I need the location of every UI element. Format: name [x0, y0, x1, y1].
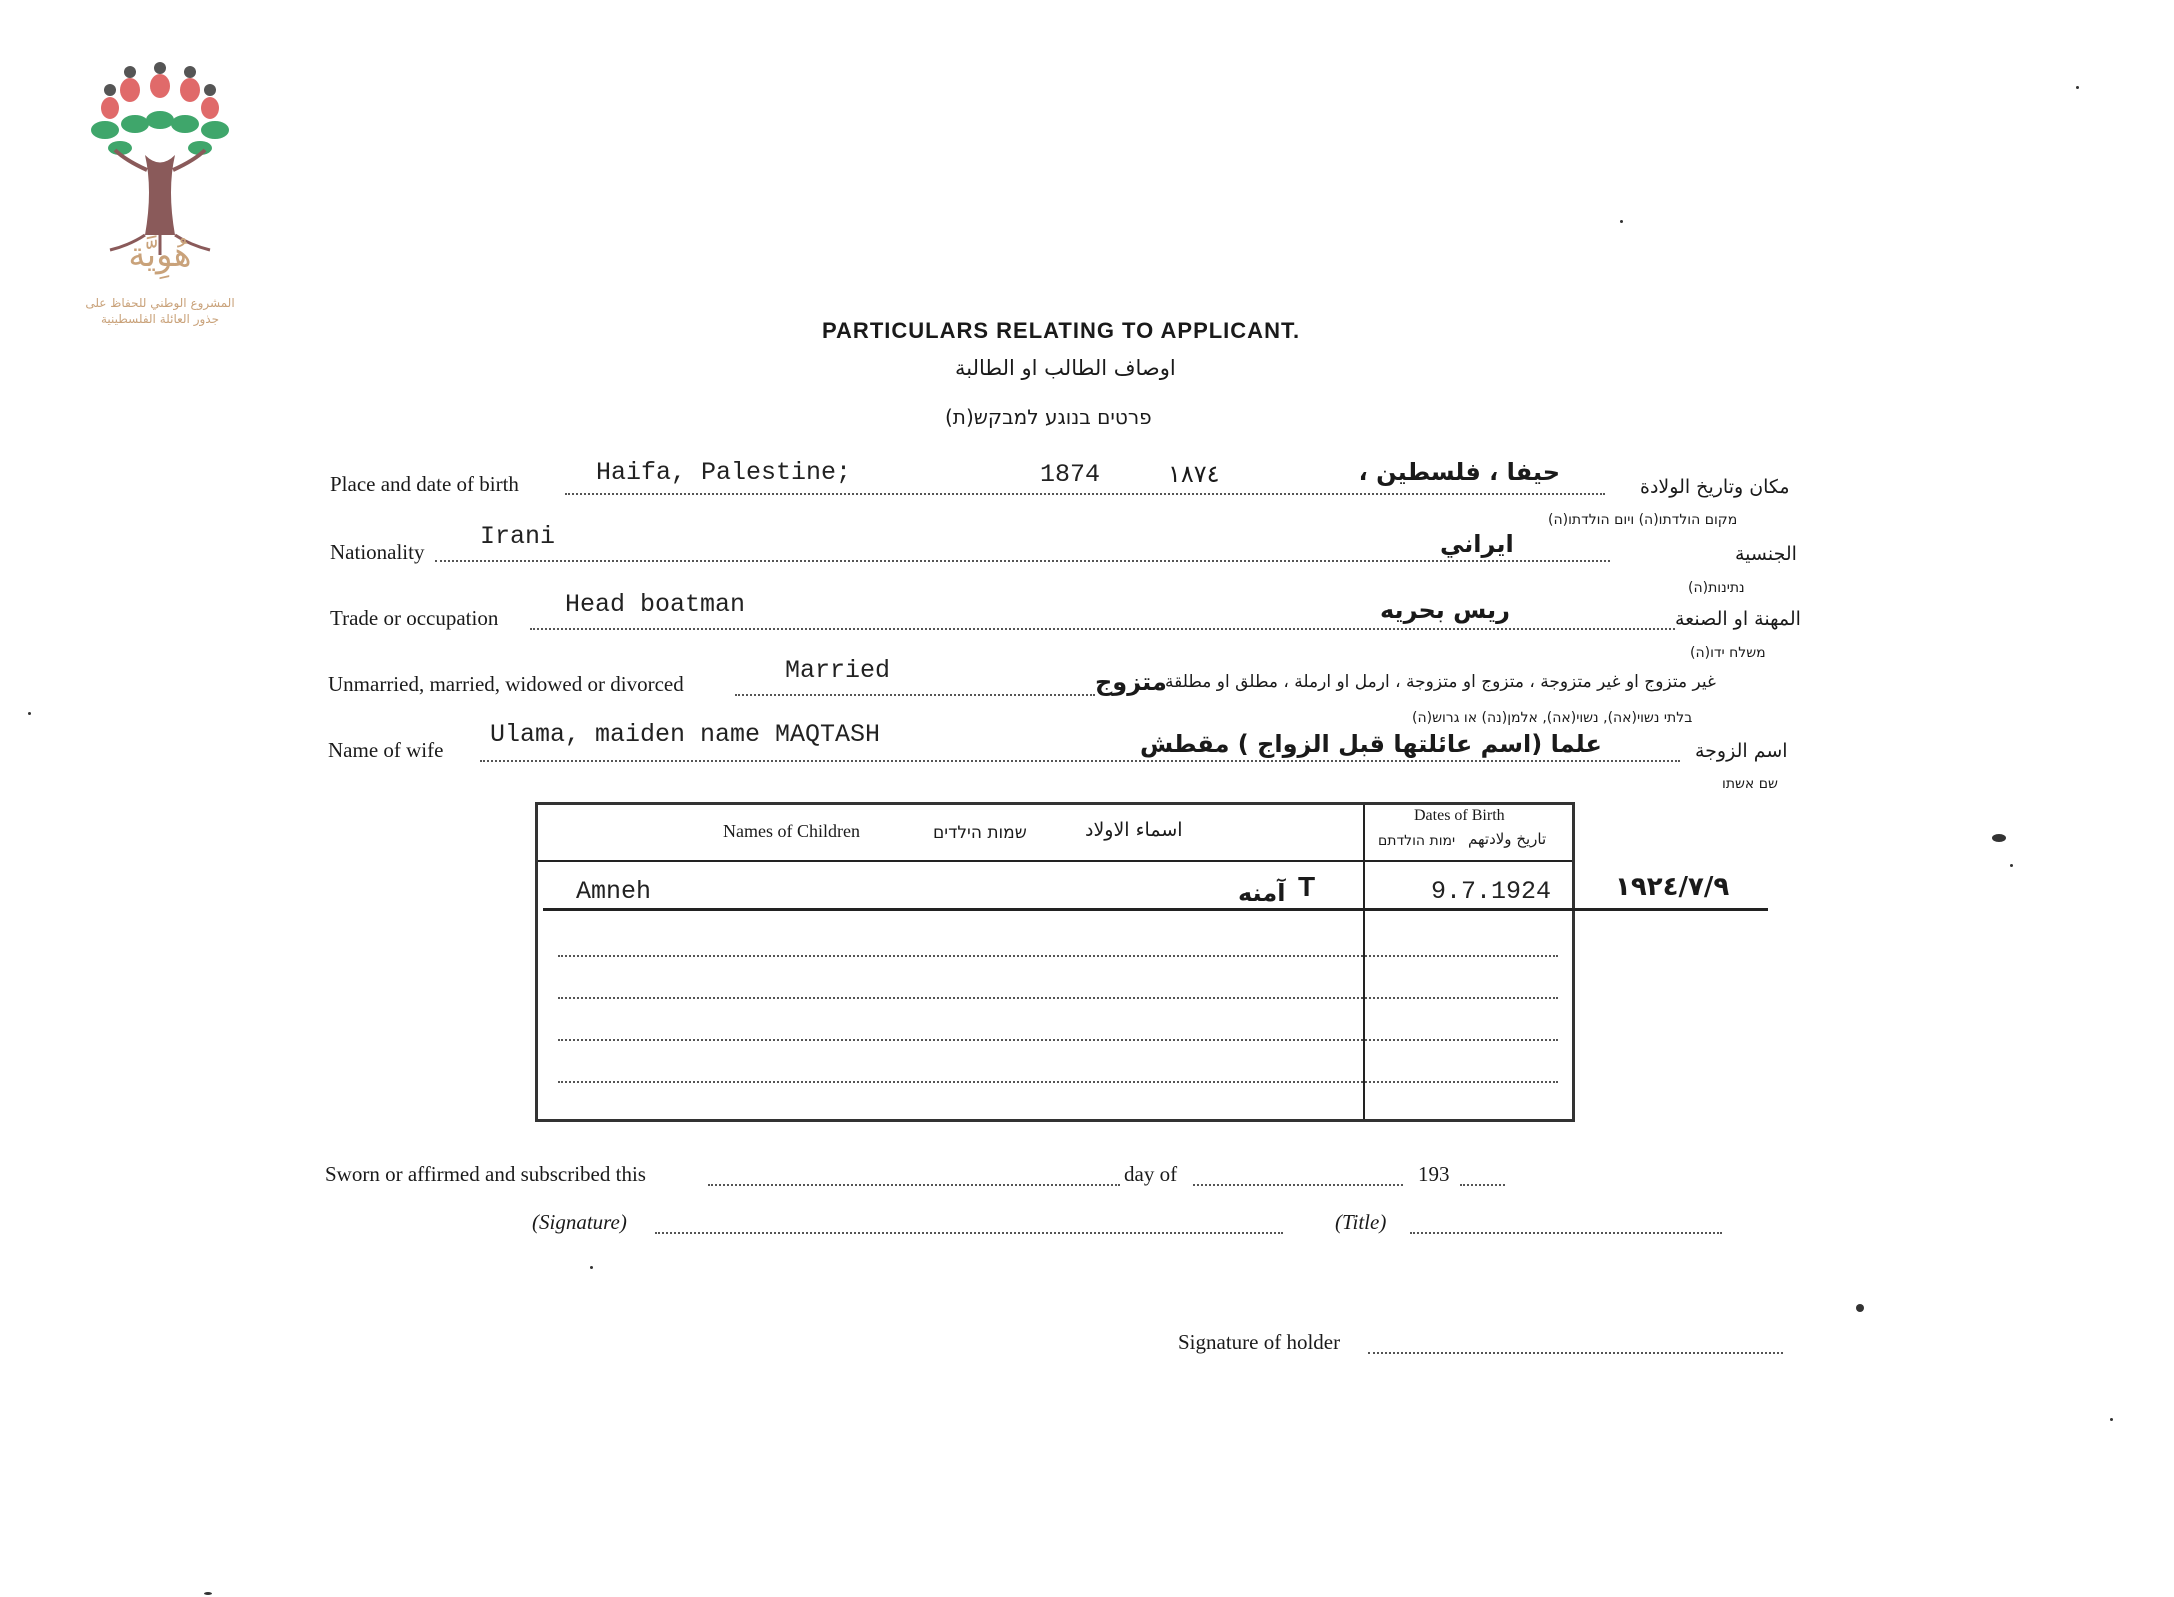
title-label: (Title) [1335, 1210, 1387, 1234]
birth-label: Place and date of birth [330, 472, 519, 496]
logo-title: هُوِيَّة [128, 235, 192, 275]
dob-header-hebrew: ימות הולדתם [1378, 833, 1456, 849]
child-name-arabic: آمنه [1238, 879, 1286, 907]
holder-signature-label: Signature of holder [1178, 1330, 1341, 1354]
wife-name-value: Ulama, maiden name MAQTASH [490, 720, 881, 749]
marital-status-label: Unmarried, married, widowed or divorced [328, 672, 684, 696]
birth-label-arabic: مكان وتاريخ الولادة [1640, 476, 1790, 498]
occupation-label: Trade or occupation [330, 606, 499, 630]
wife-name-label: Name of wife [328, 738, 444, 762]
nationality-value: Irani [480, 522, 556, 551]
dob-header-arabic: تاريخ ولادتهم [1468, 830, 1547, 848]
year-prefix: 193 [1418, 1162, 1450, 1186]
nationality-label-arabic: الجنسية [1735, 543, 1797, 565]
birth-year-arabic: ١٨٧٤ [1168, 460, 1220, 488]
child-dob-arabic: ١٩٢٤/٧/٩ [1615, 872, 1730, 902]
nationality-label: Nationality [330, 540, 425, 564]
birth-label-hebrew: מקום הולדתו(ה) ויום הולדתו(ה) [1548, 512, 1738, 528]
birth-place-arabic: حيفا ، فلسطين ، [1358, 458, 1560, 486]
marital-status-label-arabic: غير متزوج او غير متزوجة ، متزوج او متزوجة ، ارمل او ارملة ، مطلق او مطلقة [1165, 672, 1716, 692]
occupation-value-arabic: ريس بحريه [1380, 596, 1510, 624]
day-of-label: day of [1124, 1162, 1178, 1186]
nationality-label-hebrew: נתינות(ה) [1688, 580, 1745, 596]
sworn-label: Sworn or affirmed and subscribed this [325, 1162, 646, 1186]
marital-status-label-hebrew: בלתי נשוי(אה), נשוי(אה), אלמן(נה) או גרוש(ה) [1412, 710, 1693, 726]
wife-name-value-arabic: علما (اسم عائلتها قبل الزواج ) مقطش [1140, 730, 1602, 758]
child-dob: 9.7.1924 [1431, 877, 1552, 906]
page-title-hebrew: פרטים בנוגע למבקש(ת) [945, 405, 1152, 429]
dob-header: Dates of Birth [1414, 807, 1505, 824]
page-title: PARTICULARS RELATING TO APPLICANT. [822, 318, 1301, 343]
children-table [535, 802, 1575, 1122]
wife-name-label-arabic: اسم الزوجة [1695, 740, 1788, 762]
child-mark: T [1298, 871, 1316, 902]
birth-year-value: 1874 [1040, 460, 1101, 489]
nationality-value-arabic: ايراني [1440, 530, 1514, 558]
occupation-label-arabic: المهنة او الصنعة [1675, 608, 1801, 630]
children-names-header-arabic: اسماء الاولاد [1085, 819, 1183, 841]
logo-subtitle-1: المشروع الوطني للحفاظ على [85, 296, 235, 310]
wife-name-label-hebrew: שם אשתו [1722, 776, 1778, 792]
child-name: Amneh [576, 877, 652, 906]
occupation-value: Head boatman [565, 590, 746, 619]
marital-status-value-arabic: متزوج [1095, 668, 1167, 696]
page-title-arabic: اوصاف الطالب او الطالبة [955, 356, 1176, 380]
children-names-header: Names of Children [723, 821, 860, 841]
birth-place-value: Haifa, Palestine; [596, 458, 852, 487]
children-names-header-hebrew: שמות הילדים [933, 823, 1027, 843]
occupation-label-hebrew: משלח ידו(ה) [1690, 645, 1766, 661]
signature-label: (Signature) [532, 1210, 627, 1234]
logo-subtitle-2: جذور العائلة الفلسطينية [101, 312, 219, 326]
marital-status-value: Married [785, 656, 891, 685]
